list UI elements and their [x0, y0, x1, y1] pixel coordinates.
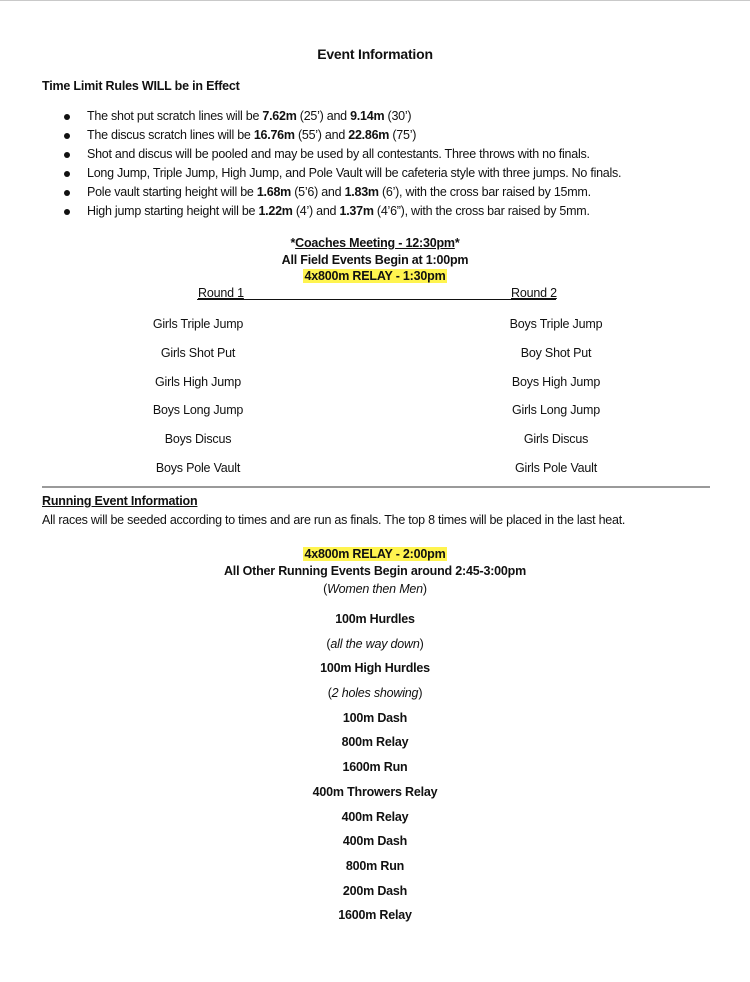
rule-text: [87, 109, 411, 123]
section-divider: [42, 486, 710, 488]
round-divider-line: [197, 299, 556, 300]
field-event-item: Boys Pole Vault: [155, 460, 241, 475]
running-event-item: 200m Dash: [342, 883, 408, 898]
field-event-item: Boys High Jump: [511, 374, 601, 389]
rule-segment: (75’): [389, 128, 417, 142]
rule-item: [0, 185, 750, 204]
running-relay-line: [0, 547, 750, 561]
rule-segment: The discus scratch lines will be: [87, 128, 254, 142]
rule-segment: (5’6) and: [291, 185, 345, 199]
rule-item: [0, 147, 750, 166]
rule-text: [87, 128, 416, 142]
running-event-item: 1600m Relay: [338, 908, 412, 923]
rule-value: 9.14m: [350, 109, 385, 123]
field-event-item: Boys Long Jump: [152, 403, 244, 418]
event-note: (2 holes showing): [327, 686, 423, 701]
running-relay-time: 4x800m RELAY - 2:00pm: [304, 547, 446, 561]
rule-value: 16.76m: [253, 128, 295, 142]
coaches-meeting-line: [0, 236, 750, 250]
field-event-item: Girls Shot Put: [160, 345, 236, 360]
rule-item: [0, 109, 750, 128]
running-event-item: 800m Run: [345, 858, 405, 873]
running-event-item: 100m High Hurdles: [320, 661, 430, 676]
running-event-item: 1600m Run: [342, 760, 408, 775]
rules-heading: Time Limit Rules WILL be in Effect: [42, 79, 240, 93]
rule-segment: Pole vault starting height will be: [87, 185, 257, 199]
round-2-label: Round 2: [511, 286, 557, 300]
running-event-item: 100m Dash: [342, 710, 408, 725]
rule-value: 1.68m: [256, 185, 292, 199]
rule-segment: (4’6”), with the cross bar raised by 5mm.: [373, 204, 590, 218]
field-event-item: Girls Triple Jump: [152, 317, 244, 331]
field-event-item: Boy Shot Put: [520, 345, 592, 360]
field-begin-time: All Field Events Begin at 1:00pm: [281, 253, 469, 267]
page-title: Event Information: [317, 46, 433, 62]
rule-segment: The shot put scratch lines will be: [87, 109, 263, 123]
bullet-icon: [64, 209, 70, 215]
round-2-column: [456, 317, 656, 490]
rule-value: 1.22m: [258, 204, 293, 218]
rule-segment: (6’), with the cross bar raised by 15mm.: [378, 185, 591, 199]
rule-segment: (25’) and: [296, 109, 351, 123]
bullet-icon: [64, 114, 70, 120]
rule-segment: (4’) and: [292, 204, 340, 218]
running-begin-time: All Other Running Events Begin around 2:45-3:00pm: [223, 564, 527, 578]
bullet-icon: [64, 190, 70, 196]
rule-segment: Shot and discus will be pooled and may be used by all contestants. Three throws with no finals.: [87, 147, 590, 161]
rules-list: [0, 109, 750, 223]
rule-text: [87, 166, 621, 180]
field-event-item: Boys Discus: [164, 432, 232, 447]
bullet-icon: [64, 152, 70, 158]
round-1-column: [98, 317, 298, 490]
bullet-icon: [64, 171, 70, 177]
rule-segment: (30’): [384, 109, 412, 123]
rule-text: [87, 185, 591, 199]
rule-item: [0, 204, 750, 223]
coaches-meeting: Coaches Meeting - 12:30pm: [295, 236, 455, 250]
bullet-icon: [64, 133, 70, 139]
coaches-suffix: *: [454, 236, 460, 250]
rule-text: [87, 204, 590, 218]
top-border: [0, 0, 750, 1]
running-events-list: [0, 612, 750, 933]
rule-value: 1.37m: [339, 204, 374, 218]
field-relay-time: 4x800m RELAY - 1:30pm: [304, 269, 446, 283]
running-event-item: 100m Hurdles: [335, 612, 415, 626]
field-event-item: Boys Triple Jump: [509, 317, 603, 331]
rule-segment: Long Jump, Triple Jump, High Jump, and Pole Vault will be cafeteria style with three jumps. No finals.: [87, 166, 622, 180]
rule-item: [0, 128, 750, 147]
event-note-text: all the way down: [330, 636, 420, 651]
field-event-item: Girls Discus: [523, 432, 589, 447]
running-event-item: 800m Relay: [341, 735, 409, 750]
event-note: (all the way down): [326, 636, 424, 651]
rule-value: 1.83m: [344, 185, 379, 199]
running-order-text: Women then Men: [327, 582, 423, 596]
rule-text: [87, 147, 590, 161]
coaches-prefix: *: [290, 236, 296, 250]
running-event-item: 400m Dash: [342, 834, 408, 849]
running-event-item: 400m Throwers Relay: [312, 784, 438, 799]
running-event-item: 400m Relay: [341, 809, 409, 824]
running-description: All races will be seeded according to times and are run as finals. The top 8 times will be placed in the last heat.: [42, 513, 626, 527]
field-relay-line: [0, 269, 750, 283]
rule-segment: (55’) and: [294, 128, 349, 142]
rule-segment: High jump starting height will be: [87, 204, 259, 218]
rule-item: [0, 166, 750, 185]
field-event-item: Girls Long Jump: [511, 403, 600, 418]
field-event-item: Girls High Jump: [155, 374, 241, 389]
rule-value: 7.62m: [262, 109, 297, 123]
rule-value: 22.86m: [348, 128, 390, 142]
round-1-label: Round 1: [198, 286, 244, 300]
field-event-item: Girls Pole Vault: [514, 460, 598, 475]
running-heading: Running Event Information: [42, 494, 198, 508]
event-note-text: 2 holes showing: [331, 686, 419, 701]
running-order-note: (Women then Men): [323, 582, 427, 596]
